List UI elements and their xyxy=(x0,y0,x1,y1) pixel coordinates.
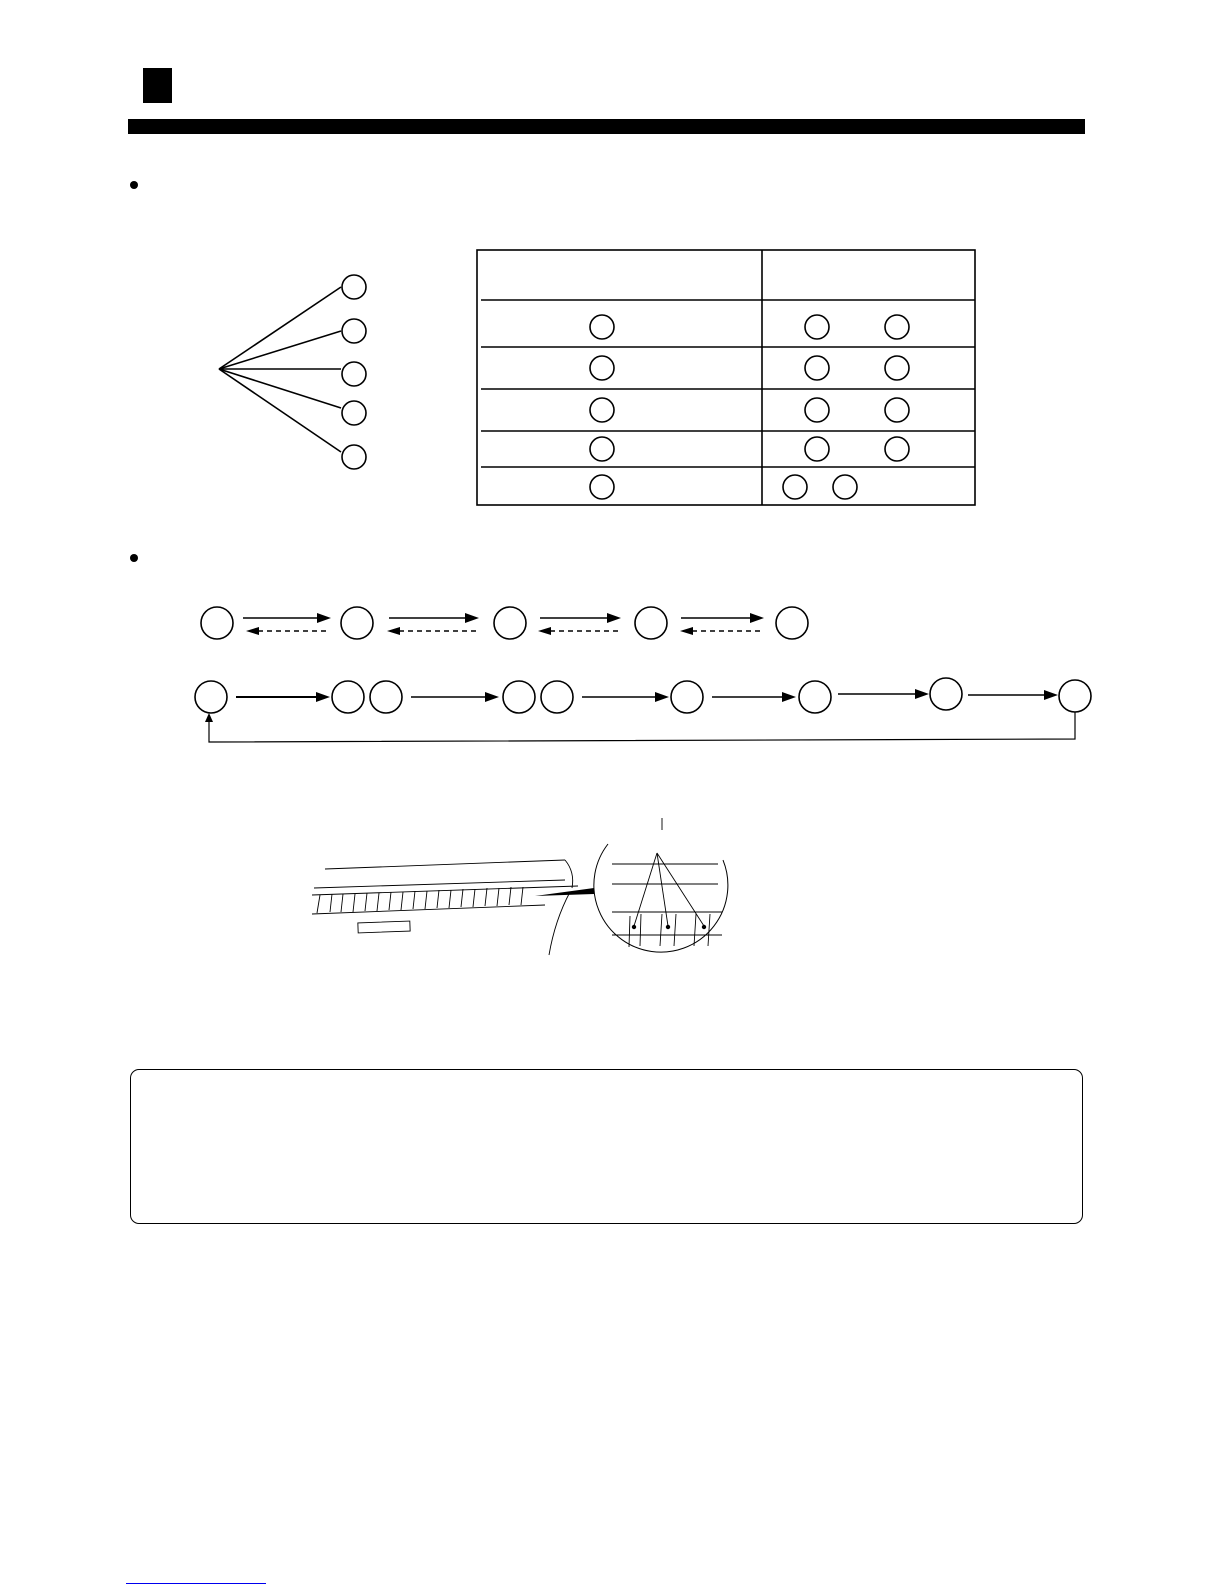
sequence-a-node xyxy=(341,607,373,639)
table-cell-circle xyxy=(590,315,614,339)
header-rule xyxy=(128,119,1085,134)
table-cell-circle xyxy=(590,356,614,380)
fan-line xyxy=(219,369,341,452)
fan-circle xyxy=(342,275,366,299)
arrowhead xyxy=(485,692,499,702)
arrowhead xyxy=(465,613,479,623)
table-cell-circle xyxy=(885,315,909,339)
notice-box xyxy=(130,1069,1083,1224)
arrowhead xyxy=(316,692,330,702)
arrowhead xyxy=(782,692,796,702)
section-marker xyxy=(143,68,172,103)
table-cell-circle xyxy=(590,398,614,422)
arrowhead xyxy=(317,613,331,623)
table-cell-circle xyxy=(805,437,829,461)
panel-edge xyxy=(314,880,565,888)
sequence-b-node xyxy=(671,681,703,713)
table-cell-circle xyxy=(783,475,807,499)
body-curve xyxy=(549,892,570,955)
table-cell-circle xyxy=(885,356,909,380)
fan-line xyxy=(219,331,341,369)
arrowhead xyxy=(246,627,259,635)
vane-dot xyxy=(702,925,706,929)
table-cell-circle xyxy=(885,437,909,461)
arrowhead xyxy=(680,627,693,635)
sequence-b-node xyxy=(370,681,402,713)
arrowhead xyxy=(387,627,400,635)
table-cell-circle xyxy=(805,315,829,339)
fan-line xyxy=(219,287,341,369)
louver-illustration xyxy=(312,818,728,955)
mode-table xyxy=(477,250,975,505)
arrowhead xyxy=(750,613,764,623)
sequence-a-node xyxy=(494,607,526,639)
arrowhead xyxy=(655,692,669,702)
panel-edge xyxy=(325,860,565,869)
bullet-1 xyxy=(130,181,138,189)
footer-link-underline xyxy=(126,1583,266,1584)
panel-front xyxy=(565,860,573,888)
table-cell-circle xyxy=(805,398,829,422)
arrowhead xyxy=(915,689,929,699)
sequence-b-node xyxy=(930,678,962,710)
fan-diagram xyxy=(219,275,366,469)
sequence-a xyxy=(201,607,808,639)
vanes-top xyxy=(312,886,578,895)
bullet-2 xyxy=(130,554,138,562)
arrowhead xyxy=(538,627,551,635)
display-window xyxy=(358,921,410,933)
arrowhead xyxy=(1044,690,1058,700)
vane-dot xyxy=(632,925,636,929)
fan-line xyxy=(219,369,341,408)
sequence-b-node xyxy=(503,681,535,713)
sequence-b-node xyxy=(541,681,573,713)
sequence-b-node xyxy=(332,681,364,713)
sequence-b-node xyxy=(1059,680,1091,712)
sequence-b-node xyxy=(799,681,831,713)
fan-circle xyxy=(342,445,366,469)
return-loop xyxy=(209,712,1075,742)
table-cell-circle xyxy=(833,475,857,499)
arrowhead xyxy=(607,613,621,623)
sequence-b-node xyxy=(195,681,227,713)
sequence-a-node xyxy=(776,607,808,639)
sequence-a-node xyxy=(635,607,667,639)
sequence-b xyxy=(195,678,1091,742)
callout-wedge xyxy=(535,888,594,896)
table-cell-circle xyxy=(805,356,829,380)
vane-dot xyxy=(666,925,670,929)
vanes-bottom xyxy=(312,905,545,914)
table-cell-circle xyxy=(885,398,909,422)
fan-circle xyxy=(342,319,366,343)
arrowhead xyxy=(205,713,213,722)
fan-circle xyxy=(342,401,366,425)
sequence-a-node xyxy=(201,607,233,639)
fan-circle xyxy=(342,362,366,386)
table-cell-circle xyxy=(590,437,614,461)
table-cell-circle xyxy=(590,475,614,499)
